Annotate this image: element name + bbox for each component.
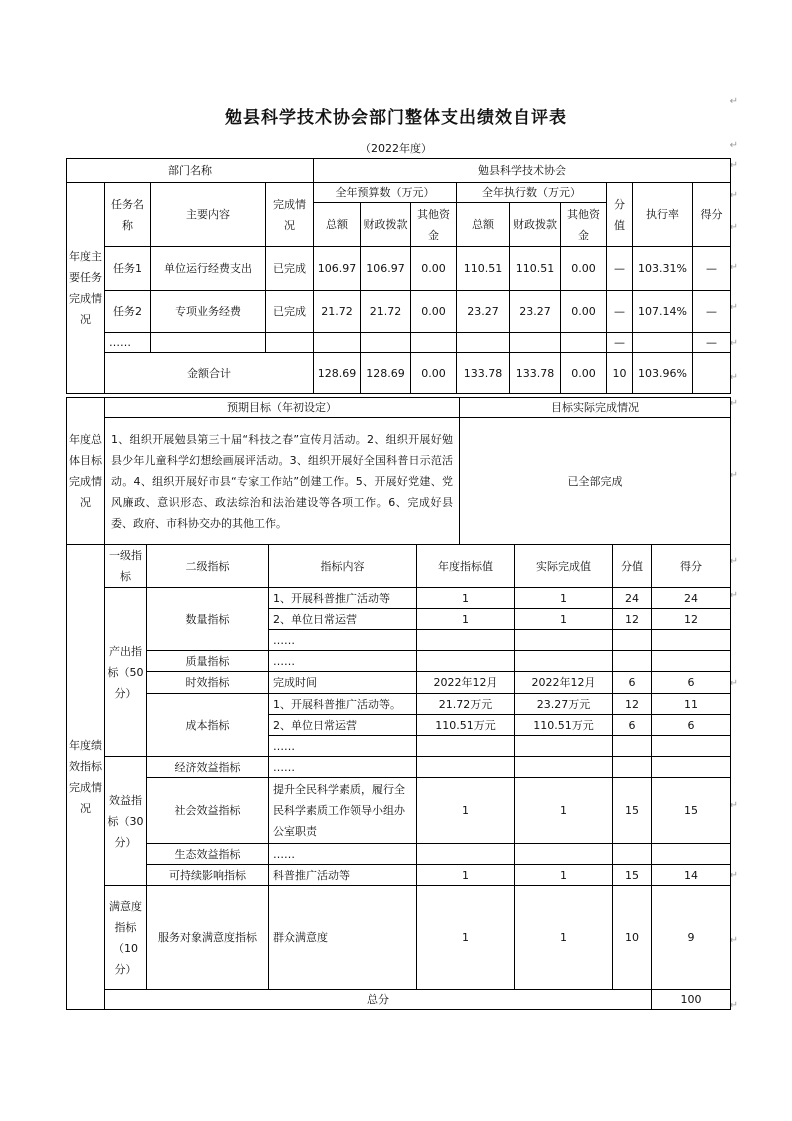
budget-other: 0.00 [411, 247, 457, 291]
sum-exec-other: 0.00 [561, 353, 607, 394]
indicator-score: 12 [652, 609, 731, 630]
indicator-actual: 2022年12月 [515, 672, 613, 694]
total-label: 总分 [105, 990, 652, 1010]
exec-fiscal: 23.27 [510, 291, 561, 333]
indicator-score: 14 [652, 865, 731, 886]
ellipsis-cell: …… [269, 630, 417, 651]
score-header: 得分 [652, 545, 731, 588]
task-name: 任务1 [105, 247, 151, 291]
indicator-actual: 1 [515, 778, 613, 844]
indicator-content: 科普推广活动等 [269, 865, 417, 886]
sum-exec-fiscal: 133.78 [510, 353, 561, 394]
output-indicator-label: 产出指标（50分） [105, 588, 147, 757]
indicator-actual: 1 [515, 609, 613, 630]
paragraph-mark: ↵ [729, 222, 738, 233]
weight-header: 分值 [613, 545, 652, 588]
exec-other: 0.00 [561, 247, 607, 291]
paragraph-mark: ↵ [729, 338, 738, 349]
table-row [67, 247, 731, 291]
indicator-score: 6 [652, 715, 731, 736]
paragraph-mark: ↵ [729, 96, 738, 107]
target-header: 年度指标值 [417, 545, 515, 588]
indicator-content: 1、开展科普推广活动等。 [269, 694, 417, 715]
indicator-score: 9 [652, 886, 731, 990]
task-status: 已完成 [266, 291, 314, 333]
indicator-actual: 1 [515, 886, 613, 990]
table-row [67, 694, 731, 715]
paragraph-mark: ↵ [729, 678, 738, 689]
indicator-target: 1 [417, 886, 515, 990]
indicator-target: 110.51万元 [417, 715, 515, 736]
task-name-header: 任务名称 [105, 183, 151, 247]
table-row [67, 778, 731, 844]
sum-budget-fiscal: 128.69 [361, 353, 411, 394]
sum-budget-total: 128.69 [314, 353, 361, 394]
total-row [67, 990, 731, 1010]
indicator-content: 2、单位日常运营 [269, 715, 417, 736]
paragraph-mark: ↵ [729, 140, 738, 151]
exec-rate: 107.14% [633, 291, 693, 333]
indicator-target: 1 [417, 865, 515, 886]
indicator-actual: 1 [515, 865, 613, 886]
actual-goal-text: 已全部完成 [460, 418, 731, 545]
ellipsis-cell: …… [269, 757, 417, 778]
table-row [67, 651, 731, 672]
budget-fiscal: 21.72 [361, 291, 411, 333]
expected-goal-text: 1、组织开展勉县第三十届“科技之春”宣传月活动。2、组织开展好勉县少年儿童科学幻想绘画展评活动。3、组织开展好全国科普日示范活动。4、组织开展好市县“专家工作站”创建工作。5、开展好党建、党风廉政、意识形态、政法综治和法治建设等各项工作。6、完成好县委、政府、市科协交办的其他工作。 [105, 418, 460, 545]
sum-rate: 103.96% [633, 353, 693, 394]
service-satisfaction-indicator: 服务对象满意度指标 [147, 886, 269, 990]
indicator-actual: 1 [515, 588, 613, 609]
goals-table [66, 397, 731, 545]
exec-total-header: 总额 [457, 203, 510, 247]
task-content: 专项业务经费 [151, 291, 266, 333]
dash-cell: — [693, 333, 731, 353]
ellipsis-cell: …… [269, 736, 417, 757]
indicator-weight: 15 [613, 865, 652, 886]
quality-indicator: 质量指标 [147, 651, 269, 672]
indicators-table [66, 544, 731, 1010]
indicator-weight: 6 [613, 715, 652, 736]
exec-other: 0.00 [561, 291, 607, 333]
indicator-content: 1、开展科普推广活动等 [269, 588, 417, 609]
level2-header: 二级指标 [147, 545, 269, 588]
paragraph-mark: ↵ [729, 160, 738, 171]
exec-fiscal-header: 财政拨款 [510, 203, 561, 247]
dept-name-value: 勉县科学技术协会 [314, 159, 731, 183]
exec-total: 23.27 [457, 291, 510, 333]
paragraph-mark: ↵ [729, 800, 738, 811]
satisfaction-indicator-label: 满意度指标（10分） [105, 886, 147, 990]
table-row [67, 291, 731, 333]
timeliness-indicator: 时效指标 [147, 672, 269, 694]
table-row [67, 333, 731, 353]
quantity-indicator: 数量指标 [147, 588, 269, 651]
sum-budget-other: 0.00 [411, 353, 457, 394]
task-score: — [693, 291, 731, 333]
indicator-weight: 12 [613, 694, 652, 715]
budget-table [66, 158, 731, 394]
table-row [67, 886, 731, 990]
table-row [67, 865, 731, 886]
sum-label: 金额合计 [105, 353, 314, 394]
page-title: 勉县科学技术协会部门整体支出绩效自评表 [225, 108, 567, 128]
paragraph-mark: ↵ [729, 372, 738, 383]
indicator-weight: 24 [613, 588, 652, 609]
budget-total-header: 总额 [314, 203, 361, 247]
budget-total: 106.97 [314, 247, 361, 291]
indicator-target: 1 [417, 609, 515, 630]
exec-rate: 103.31% [633, 247, 693, 291]
task-content: 单位运行经费支出 [151, 247, 266, 291]
paragraph-mark: ↵ [729, 190, 738, 201]
paragraph-mark: ↵ [729, 470, 738, 481]
sustainable-indicator: 可持续影响指标 [147, 865, 269, 886]
ecological-indicator: 生态效益指标 [147, 844, 269, 865]
content-header: 指标内容 [269, 545, 417, 588]
score-header: 得分 [693, 183, 731, 247]
indicator-content: 完成时间 [269, 672, 417, 694]
indicator-actual: 23.27万元 [515, 694, 613, 715]
indicator-score: 24 [652, 588, 731, 609]
sum-weight: 10 [607, 353, 633, 394]
section2-label: 年度总体目标完成情况 [67, 398, 105, 545]
indicator-content: 提升全民科学素质，履行全民科学素质工作领导小组办公室职责 [269, 778, 417, 844]
ellipsis-cell: …… [269, 844, 417, 865]
indicator-target: 1 [417, 588, 515, 609]
task-name: 任务2 [105, 291, 151, 333]
exec-rate-header: 执行率 [633, 183, 693, 247]
indicator-target: 21.72万元 [417, 694, 515, 715]
level1-header: 一级指标 [105, 545, 147, 588]
total-weight: 100 [652, 990, 731, 1010]
economic-indicator: 经济效益指标 [147, 757, 269, 778]
social-indicator: 社会效益指标 [147, 778, 269, 844]
indicator-weight: 6 [613, 672, 652, 694]
benefit-indicator-label: 效益指标（30分） [105, 757, 147, 886]
indicator-content: 群众满意度 [269, 886, 417, 990]
paragraph-mark: ↵ [729, 398, 738, 409]
paragraph-mark: ↵ [729, 302, 738, 313]
indicator-score: 11 [652, 694, 731, 715]
indicator-score: 15 [652, 778, 731, 844]
ellipsis-cell: …… [105, 333, 151, 353]
year-subtitle: （2022年度） [360, 142, 432, 155]
main-content-header: 主要内容 [151, 183, 266, 247]
budget-other-header: 其他资金 [411, 203, 457, 247]
paragraph-mark: ↵ [729, 870, 738, 881]
paragraph-mark: ↵ [729, 590, 738, 601]
budget-header: 全年预算数（万元） [314, 183, 457, 203]
actual-header: 实际完成值 [515, 545, 613, 588]
indicator-weight: 12 [613, 609, 652, 630]
indicator-score: 6 [652, 672, 731, 694]
paragraph-mark: ↵ [729, 556, 738, 567]
indicator-content: 2、单位日常运营 [269, 609, 417, 630]
section3-label: 年度绩效指标完成情况 [67, 545, 105, 1010]
exec-fiscal: 110.51 [510, 247, 561, 291]
budget-fiscal-header: 财政拨款 [361, 203, 411, 247]
cost-indicator: 成本指标 [147, 694, 269, 757]
completion-header: 完成情况 [266, 183, 314, 247]
indicator-target: 2022年12月 [417, 672, 515, 694]
expected-goal-header: 预期目标（年初设定） [105, 398, 460, 418]
sum-row [67, 353, 731, 394]
sum-exec-total: 133.78 [457, 353, 510, 394]
task-weight: — [607, 291, 633, 333]
indicator-actual: 110.51万元 [515, 715, 613, 736]
table-row [67, 672, 731, 694]
actual-goal-header: 目标实际完成情况 [460, 398, 731, 418]
paragraph-mark: ↵ [729, 1000, 738, 1011]
exec-total: 110.51 [457, 247, 510, 291]
section1-label: 年度主要任务完成情况 [67, 183, 105, 394]
indicator-weight: 10 [613, 886, 652, 990]
weight-header: 分值 [607, 183, 633, 247]
paragraph-mark: ↵ [729, 935, 738, 946]
task-score: — [693, 247, 731, 291]
task-status: 已完成 [266, 247, 314, 291]
task-weight: — [607, 247, 633, 291]
dash-cell: — [607, 333, 633, 353]
table-row [67, 588, 731, 609]
indicator-weight: 15 [613, 778, 652, 844]
dept-name-label: 部门名称 [67, 159, 314, 183]
budget-other: 0.00 [411, 291, 457, 333]
budget-fiscal: 106.97 [361, 247, 411, 291]
exec-other-header: 其他资金 [561, 203, 607, 247]
execution-header: 全年执行数（万元） [457, 183, 607, 203]
ellipsis-cell: …… [269, 651, 417, 672]
budget-total: 21.72 [314, 291, 361, 333]
paragraph-mark: ↵ [729, 262, 738, 273]
table-row [67, 757, 731, 778]
indicator-target: 1 [417, 778, 515, 844]
table-row [67, 844, 731, 865]
